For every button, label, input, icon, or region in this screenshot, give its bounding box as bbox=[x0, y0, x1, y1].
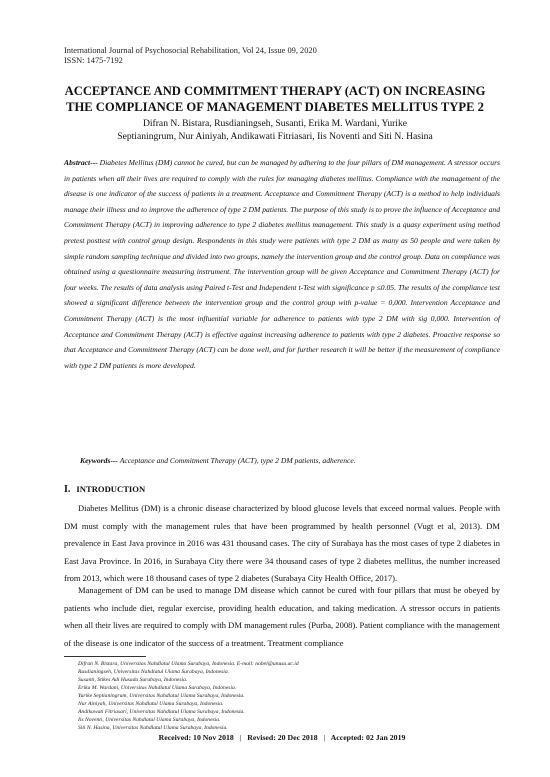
section-heading bbox=[64, 484, 145, 495]
issn: ISSN: 1475-7192 bbox=[64, 56, 123, 65]
received-date: Received: 10 Nov 2018 bbox=[158, 733, 234, 742]
section-number: I. bbox=[64, 484, 71, 495]
keywords-text: Acceptance and Commitment Therapy (ACT), type 2 DM patients, adherence. bbox=[117, 456, 356, 465]
date-separator: | bbox=[239, 733, 242, 742]
abstract bbox=[64, 155, 500, 373]
footnote-item: Erika M. Wardani, Universitas Nahdlatul Ulama Surabaya, Indonesia. bbox=[78, 685, 237, 692]
footnote-item: Iis Noventi, Universitas Nahdlatul Ulama Surabaya, Indonesia. bbox=[78, 717, 221, 724]
accepted-date: Accepted: 02 Jan 2019 bbox=[330, 733, 406, 742]
authors-line-2: Septianingrum, Nur Ainiyah, Andikawati Fitriasari, Iis Noventi and Siti N. Hasina bbox=[117, 131, 433, 142]
revised-date: Revised: 20 Dec 2018 bbox=[247, 733, 318, 742]
footnote-item: Yurike Septianingrum, Universitas Nahdlatul Ulama Surabaya, Indonesia. bbox=[78, 693, 245, 700]
title-line-1: ACCEPTANCE AND COMMITMENT THERAPY (ACT) ON INCREASING bbox=[64, 84, 486, 98]
footnote-item: Susanti, Stikes Adi Husada Surabaya, Indonesia. bbox=[78, 677, 188, 684]
abstract-text: Diabetes Mellitus (DM) cannot be cured, but can be managed by adhering to the four pillars of DM management. A stressor occurs in patients when all their lives are required to comply with the rules for managing diabetes mellitus. Compliance with the management of the disease is one indicator of the success of patients in a treatment. Acceptance and Commitment Therapy (ACT) is a method to help individuals manage their illness and to improve the adherence of type 2 DM patients. The purpose of this study is to prove the influence of Acceptance and Commitment Therapy (ACT) in improving adherence to type 2 diabetes mellitus management. This study is a quasy experiment using method pretest posttest with control group design. Respondents in this study were patients with type 2 DM as many as 50 people and were taken by simple random sampling technique and divided into two groups, namely the intervention group and the control group. Data on compliance was obtained using a questionnaire measuring instrument. The intervention group will be given Acceptance and Commitment Therapy (ACT) for four weeks. The results of data analysis using Paired t-Test and Independent t-Test with significance p ≤0.05. The results of the compliance test showed a significant difference between the intervention group and the control group with p-value = 0,000. Intervention Acceptance and Commitment Therapy (ACT) is the most influential variable for adherence to patients with type 2 DM with sig 0,000. Intervention of Acceptance and Commitment Therapy (ACT) is effective against increasing adherence to patients with type 2 diabetes. Proactive response so that Acceptance and Commitment Therapy (ACT) can be done well, and for further research it will be better if the measurement of compliance with type 2 DM patients is more developed. bbox=[64, 158, 500, 370]
date-separator: | bbox=[323, 733, 326, 742]
paragraph-2: Management of DM can be used to manage DM disease which cannot be cured with four pillars that must be obeyed by patients who include diet, regular exercise, providing health education, and taking medication. A stressor occurs in patients when all their lives are required to comply with DM management rules (Purba, 2008). Patient compliance with the management of the disease is one indicator of the success of a treatment. Treatment compliance bbox=[64, 585, 500, 648]
footnote-item: Rusdianingseh, Universitas Nahdlatul Ulama Surabaya, Indonesia. bbox=[78, 669, 230, 676]
paragraph-1: Diabetes Mellitus (DM) is a chronic disease characterized by blood glucose levels that exceed normal values. People with DM must comply with the management rules that have been programmed by health personnel (Vugt et al, 2013). DM prevalence in East Java province in 2016 was 431 thousand cases. The city of Surabaya has the most cases of type 2 diabetes in East Java Province. In 2016, in Surabaya City there were 34 thousand cases of type 2 diabetes mellitus, the number increased from 2013, which were 18 thousand cases of type 2 diabetes (Surabaya City Health Office, 2017). bbox=[64, 503, 500, 583]
keywords-label: Keywords--- bbox=[80, 456, 118, 465]
footnote-rule bbox=[64, 656, 146, 657]
abstract-label: Abstract--- bbox=[64, 158, 98, 167]
footnote-item: Andikawati Fitriasari, Universitas Nahdlatul Ulama Surabaya, Indonesia. bbox=[78, 709, 245, 716]
authors-line-1: Difran N. Bistara, Rusdianingseh, Susanti, Erika M. Wardani, Yurike bbox=[142, 118, 408, 129]
title-line-2: THE COMPLIANCE OF MANAGEMENT DIABETES MELLITUS TYPE 2 bbox=[66, 100, 484, 114]
footnote-item: Siti N. Hasina, Universitas Nahdlatul Ulama Surabaya, Indonesia. bbox=[78, 725, 228, 732]
journal-header bbox=[64, 46, 317, 66]
affiliation-footnotes bbox=[78, 660, 498, 732]
author-list bbox=[40, 117, 510, 143]
submission-dates bbox=[64, 733, 500, 743]
section-title: INTRODUCTION bbox=[76, 484, 146, 494]
journal-name: International Journal of Psychosocial Rehabilitation, Vol 24, Issue 09, 2020 bbox=[64, 46, 317, 55]
footnote-item: Difran N. Bistara, Universitas Nahdlatul Ulama Surabaya, Indonesia. E-mail: nobel@unusa.ac.id bbox=[78, 661, 299, 667]
keywords bbox=[80, 456, 500, 466]
paper-title bbox=[40, 83, 510, 115]
footnote-item: Nur Ainiyah, Universitas Nahdlatul Ulama Surabaya, Indonesia. bbox=[78, 701, 224, 708]
